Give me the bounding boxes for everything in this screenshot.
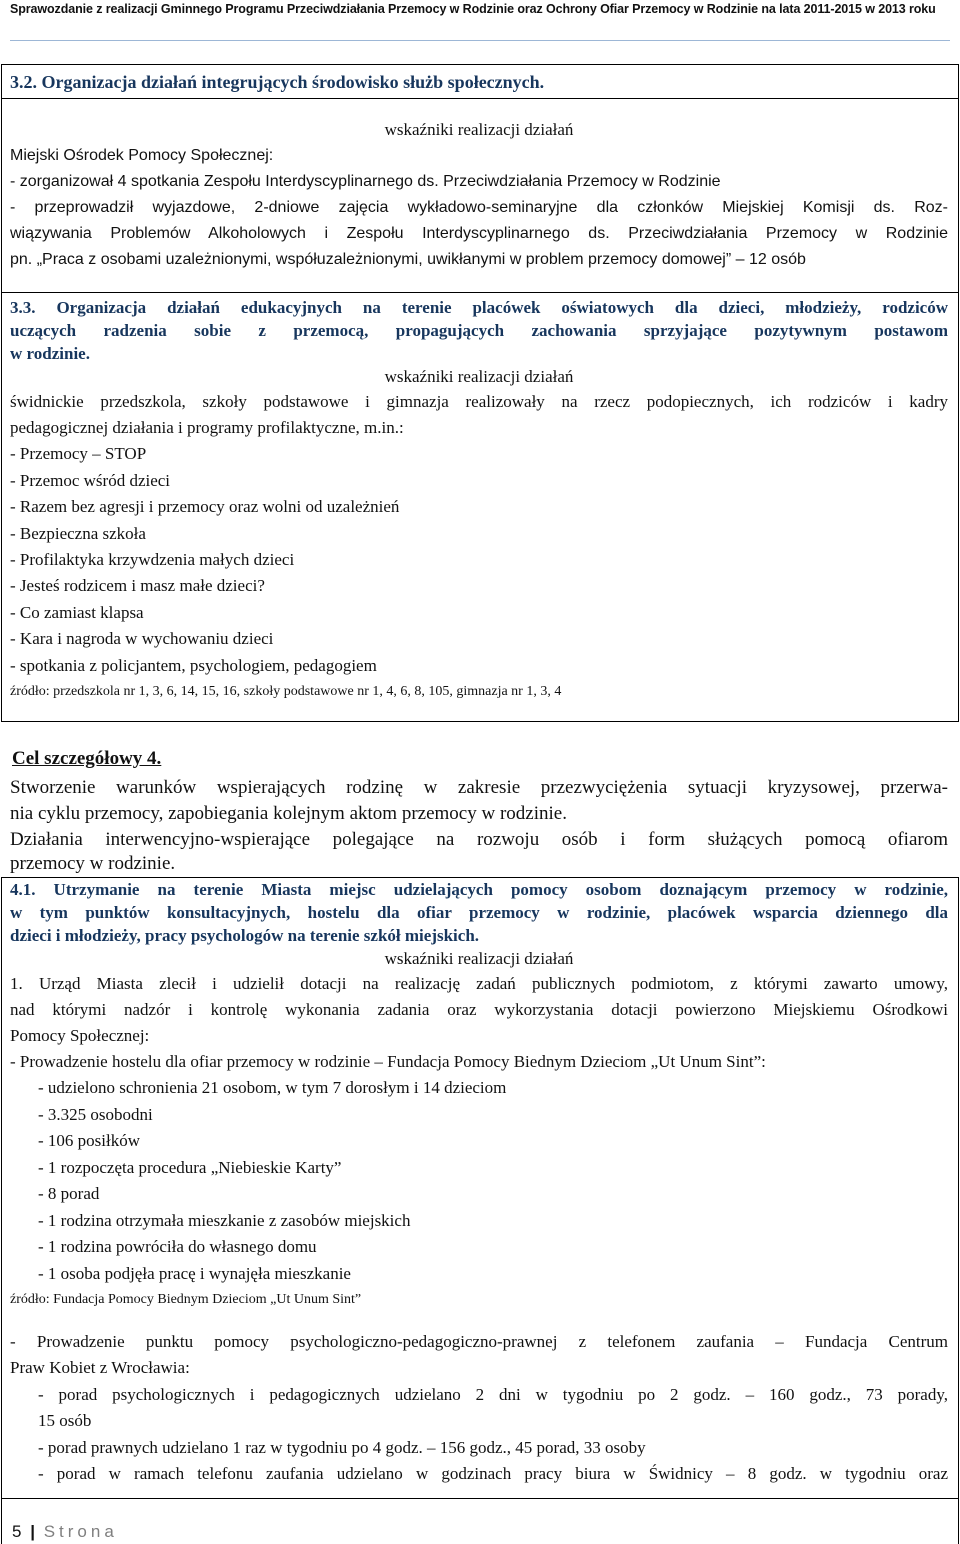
section-3-3-source: źródło: przedszkola nr 1, 3, 6, 14, 15, 16, szkoły podstawowe nr 1, 4, 6, 8, 105, gimnazja nr 1, 3, 4: [10, 684, 562, 699]
section-4-1-title-3: dzieci i młodzieży, pracy psychologów na terenie szkół miejskich.: [10, 926, 480, 945]
section-3-3-item-8: - Kara i nagroda w wychowaniu dzieci: [10, 629, 274, 648]
header-rule: [10, 40, 950, 41]
section-3-3-item-4: - Bezpieczna szkoła: [10, 524, 146, 543]
section-4-1-indicators: wskaźniki realizacji działań: [384, 949, 574, 968]
section-4-1-title-2: w tym punktów konsultacyjnych, hostelu dla ofiar przemocy w rodzinie, placówek wsparcia dziennego dla: [10, 903, 948, 922]
section-3-3-item-5: - Profilaktyka krzywdzenia małych dzieci: [10, 550, 295, 569]
hostel-item-3: - 106 posiłków: [38, 1131, 140, 1150]
section-3-2-line-4: wiązywania Problemów Alkoholowych i Zespołu Interdyscyplinarnego ds. Przeciwdziałania Przemocy w Rodzinie: [10, 225, 948, 242]
section-3-3-title-3: w rodzinie.: [10, 344, 90, 363]
section-3-2-indicators: wskaźniki realizacji działań: [384, 120, 574, 139]
section-3-2-line-3: - przeprowadził wyjazdowe, 2-dniowe zajęcia wykładowo-seminaryjne dla członków Miejskiej Komisji ds. Roz-: [10, 199, 948, 216]
goal-4-line-3: Działania interwencyjno-wspierające polegające na rozwoju osób i form służących pomocą ofiarom: [10, 829, 948, 850]
hostel-item-5: - 8 porad: [38, 1184, 100, 1203]
section-3-3-item-9: - spotkania z policjantem, psychologiem, pedagogiem: [10, 656, 377, 675]
section-3-3-indicators: wskaźniki realizacji działań: [384, 367, 574, 386]
hostel-item-1: - udzielono schronienia 21 osobom, w tym 7 dorosłym i 14 dzieciom: [38, 1078, 507, 1097]
section-3-2-line-5: pn. „Praca z osobami uzależnionymi, współuzależnionymi, uwikłanymi w problem przemocy domowej” – 12 osób: [10, 251, 806, 268]
section-4-1-intro-3: Pomocy Społecznej:: [10, 1026, 150, 1045]
section-3-3-item-6: - Jesteś rodzicem i masz małe dzieci?: [10, 576, 265, 595]
page-footer: [12, 1522, 118, 1542]
center-item-1-cont: 15 osób: [38, 1411, 92, 1430]
goal-4-line-1: Stworzenie warunków wspierających rodzinę w zakresie przezwyciężenia sytuacji kryzysowej, przerwa-: [10, 777, 948, 798]
section-3-3-title-1: 3.3. Organizacja działań edukacyjnych na terenie placówek oświatowych dla dzieci, młodzieży, rodziców: [10, 298, 948, 317]
center-line-2: Praw Kobiet z Wrocławia:: [10, 1358, 190, 1377]
hostel-item-2: - 3.325 osobodni: [38, 1105, 153, 1124]
center-item-1: - porad psychologicznych i pedagogicznych udzielano 2 dni w tygodniu po 2 godz. – 160 godz., 73 porady,: [38, 1385, 948, 1404]
section-3-3-intro-1: świdnickie przedszkola, szkoły podstawowe i gimnazja realizowały na rzecz podopiecznych, ich rodziców i kadry: [10, 392, 948, 411]
footer-separator: |: [30, 1522, 35, 1541]
hostel-item-8: - 1 osoba podjęła pracę i wynajęła mieszkanie: [38, 1264, 351, 1283]
section-3-3-intro-2: pedagogicznej działania i programy profilaktyczne, m.in.:: [10, 418, 404, 437]
section-3-2-line-2: - zorganizował 4 spotkania Zespołu Interdyscyplinarnego ds. Przeciwdziałania Przemocy w Rodzinie: [10, 173, 721, 190]
footer-rule: [1, 1498, 959, 1499]
page-word: Strona: [43, 1522, 118, 1541]
section-3-3-item-1: - Przemocy – STOP: [10, 444, 147, 463]
hostel-item-7: - 1 rodzina powróciła do własnego domu: [38, 1237, 317, 1256]
hostel-item-4: - 1 rozpoczęta procedura „Niebieskie Karty”: [38, 1158, 342, 1177]
goal-4-heading: Cel szczegółowy 4.: [12, 748, 162, 769]
section-4-1-intro-1: 1. Urząd Miasta zlecił i udzielił dotacji na realizację zadań publicznych podmiotom, z którymi zawarto umowy,: [10, 974, 948, 993]
center-line-1: - Prowadzenie punktu pomocy psychologiczno-pedagogiczno-prawnej z telefonem zaufania – Fundacja Centrum: [10, 1332, 948, 1351]
hostel-item-6: - 1 rodzina otrzymała mieszkanie z zasobów miejskich: [38, 1211, 411, 1230]
section-4-1-intro-4: - Prowadzenie hostelu dla ofiar przemocy w rodzinie – Fundacja Pomocy Biednym Dzieciom „Ut Unum Sint”:: [10, 1052, 766, 1071]
section-3-3-item-3: - Razem bez agresji i przemocy oraz wolni od uzależnień: [10, 497, 400, 516]
section-3-3-title-2: uczących radzenia sobie z przemocą, propagujących zachowania sprzyjające pozytywnym postawom: [10, 321, 948, 340]
section-3-2-title: 3.2. Organizacja działań integrujących środowisko służb społecznych.: [10, 72, 545, 92]
document-header: Sprawozdanie z realizacji Gminnego Programu Przeciwdziałania Przemocy w Rodzinie oraz Ochrony Ofiar Przemocy w Rodzinie na lata 2011-2015 w 2013 roku: [10, 2, 936, 16]
center-item-3: - porad w ramach telefonu zaufania udzielano w godzinach pracy biura w Świdnicy – 8 godz. w tygodniu oraz: [38, 1464, 948, 1483]
section-3-3-item-2: - Przemoc wśród dzieci: [10, 471, 171, 490]
page-number: 5: [12, 1522, 22, 1541]
section-4-1-intro-2: nad którymi nadzór i kontrolę wykonania zadania oraz wykorzystania dotacji powierzono Miejskiemu Ośrodkowi: [10, 1000, 948, 1019]
section-3-3-item-7: - Co zamiast klapsa: [10, 603, 144, 622]
center-item-2: - porad prawnych udzielano 1 raz w tygodniu po 4 godz. – 156 godz., 45 porad, 33 osoby: [38, 1438, 646, 1457]
section-3-2-line-1: Miejski Ośrodek Pomocy Społecznej:: [10, 147, 274, 164]
goal-4-line-2: nia cyklu przemocy, zapobiegania kolejnym aktom przemocy w rodzinie.: [10, 803, 567, 824]
goal-4-line-4: przemocy w rodzinie.: [10, 853, 176, 874]
hostel-source: źródło: Fundacja Pomocy Biednym Dzieciom „Ut Unum Sint”: [10, 1292, 362, 1307]
section-3-2-divider: [1, 98, 959, 99]
section-4-1-title-1: 4.1. Utrzymanie na terenie Miasta miejsc udzielających pomocy osobom doznającym przemocy w rodzinie,: [10, 880, 948, 899]
